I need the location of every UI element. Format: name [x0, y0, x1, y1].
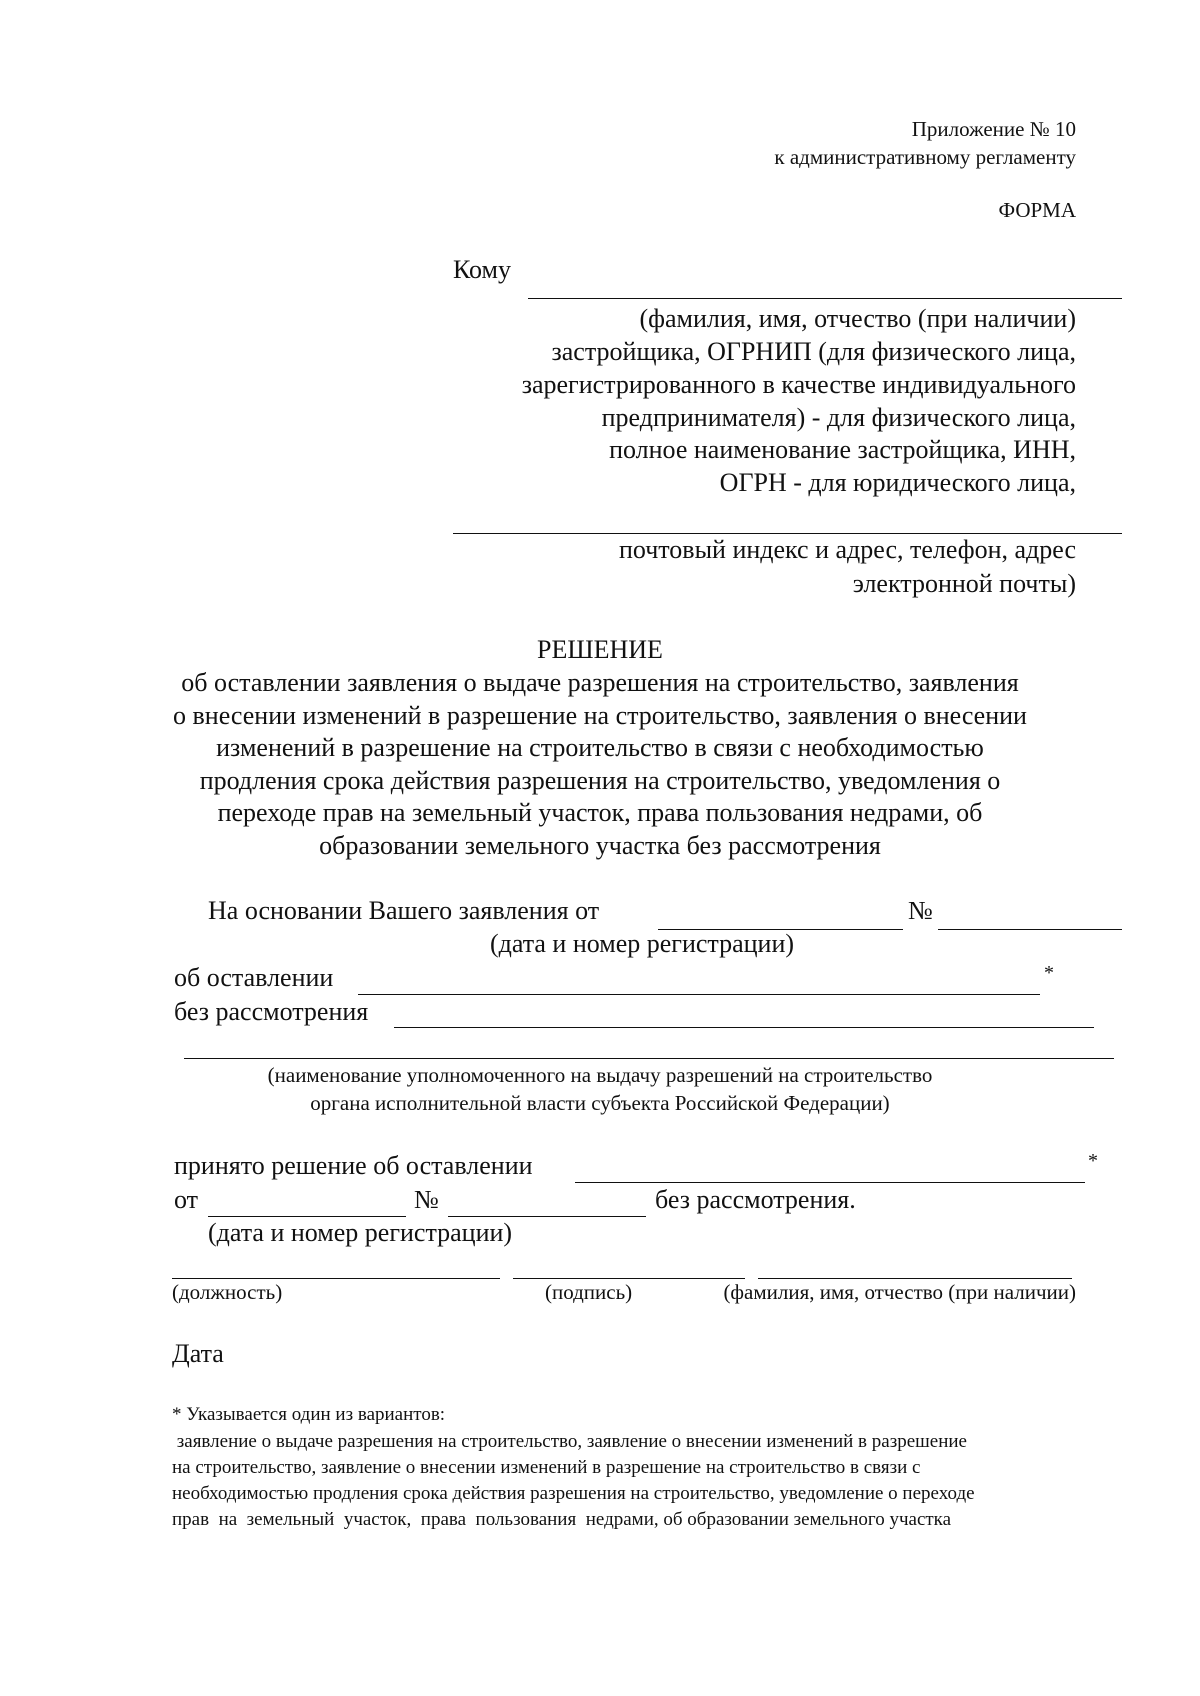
recipient-hint-5: полное наименование застройщика, ИНН, [609, 435, 1076, 464]
recipient-hint-4: предпринимателя) - для физического лица, [601, 403, 1076, 432]
number-sign: № [908, 896, 933, 925]
footnote-line-4: прав на земельный участок, права пользования недрами, об образовании земельного участка [172, 1509, 952, 1530]
recipient-label: Кому [453, 255, 512, 284]
name-hint: (фамилия, имя, отчество (при наличии) [723, 1280, 1076, 1304]
decision-subtitle-3: изменений в разрешение на строительство в связи с необходимостью [216, 733, 984, 762]
from-label: от [174, 1185, 199, 1214]
address-hint-1: почтовый индекс и адрес, телефон, адрес [618, 535, 1076, 564]
footnote-line-2: на строительство, заявление о внесении изменений в разрешение на строительство в связи с [172, 1457, 921, 1478]
decision-subtitle-6: образовании земельного участка без рассмотрения [319, 831, 881, 860]
recipient-line [528, 298, 1122, 299]
no-review-end: без рассмотрения. [655, 1185, 856, 1214]
footnote-title: * Указывается один из вариантов: [172, 1404, 446, 1425]
leave-footnote-star: * [1044, 962, 1054, 984]
date-label: Дата [172, 1339, 224, 1368]
registration-hint: (дата и номер регистрации) [489, 929, 795, 958]
address-hint-2: электронной почты) [852, 569, 1076, 598]
form-label: ФОРМА [998, 198, 1076, 222]
decision-footnote-star: * [1088, 1150, 1098, 1172]
regulation-reference: к административному регламенту [774, 145, 1076, 169]
recipient-hint-1: (фамилия, имя, отчество (при наличии) [639, 304, 1076, 333]
registration-hint-2: (дата и номер регистрации) [208, 1218, 513, 1247]
leave-subject-line [358, 994, 1040, 995]
decision-number-sign: № [414, 1185, 439, 1214]
decision-subject-line [575, 1182, 1085, 1183]
position-hint: (должность) [172, 1280, 283, 1304]
recipient-hint-6: ОГРН - для юридического лица, [719, 468, 1076, 497]
basis-label: На основании Вашего заявления от [208, 896, 600, 925]
footnote-line-1: заявление о выдаче разрешения на строительство, заявление о внесении изменений в разрешение [172, 1431, 967, 1452]
authority-hint-1: (наименование уполномоченного на выдачу разрешений на строительство [267, 1063, 933, 1087]
appendix-number: Приложение № 10 [911, 117, 1076, 141]
authority-hint-2: органа исполнительной власти субъекта Российской Федерации) [310, 1091, 890, 1115]
decision-subtitle-4: продления срока действия разрешения на строительство, уведомления о [199, 766, 1001, 795]
recipient-hint-2: застройщика, ОГРНИП (для физического лица, [551, 337, 1076, 366]
application-number-line [938, 929, 1122, 930]
leave-label: об оставлении [174, 963, 334, 992]
authority-line [184, 1058, 1114, 1059]
recipient-hint-3: зарегистрированного в качестве индивидуального [521, 370, 1076, 399]
no-review-line [394, 1027, 1094, 1028]
decision-subtitle-1: об оставлении заявления о выдаче разрешения на строительство, заявления [181, 668, 1019, 697]
signature-hint: (подпись) [545, 1280, 633, 1304]
decision-subtitle-5: переходе прав на земельный участок, права пользования недрами, об [217, 798, 983, 827]
decision-title: РЕШЕНИЕ [537, 635, 663, 664]
footnote-line-3: необходимостью продления срока действия разрешения на строительство, уведомление о переходе [172, 1483, 975, 1504]
name-line [758, 1278, 1072, 1279]
decision-label: принято решение об оставлении [174, 1151, 533, 1180]
decision-subtitle-2: о внесении изменений в разрешение на строительство, заявления о внесении [173, 701, 1027, 730]
signature-line [513, 1278, 745, 1279]
no-review-label: без рассмотрения [174, 997, 369, 1026]
position-line [172, 1278, 500, 1279]
